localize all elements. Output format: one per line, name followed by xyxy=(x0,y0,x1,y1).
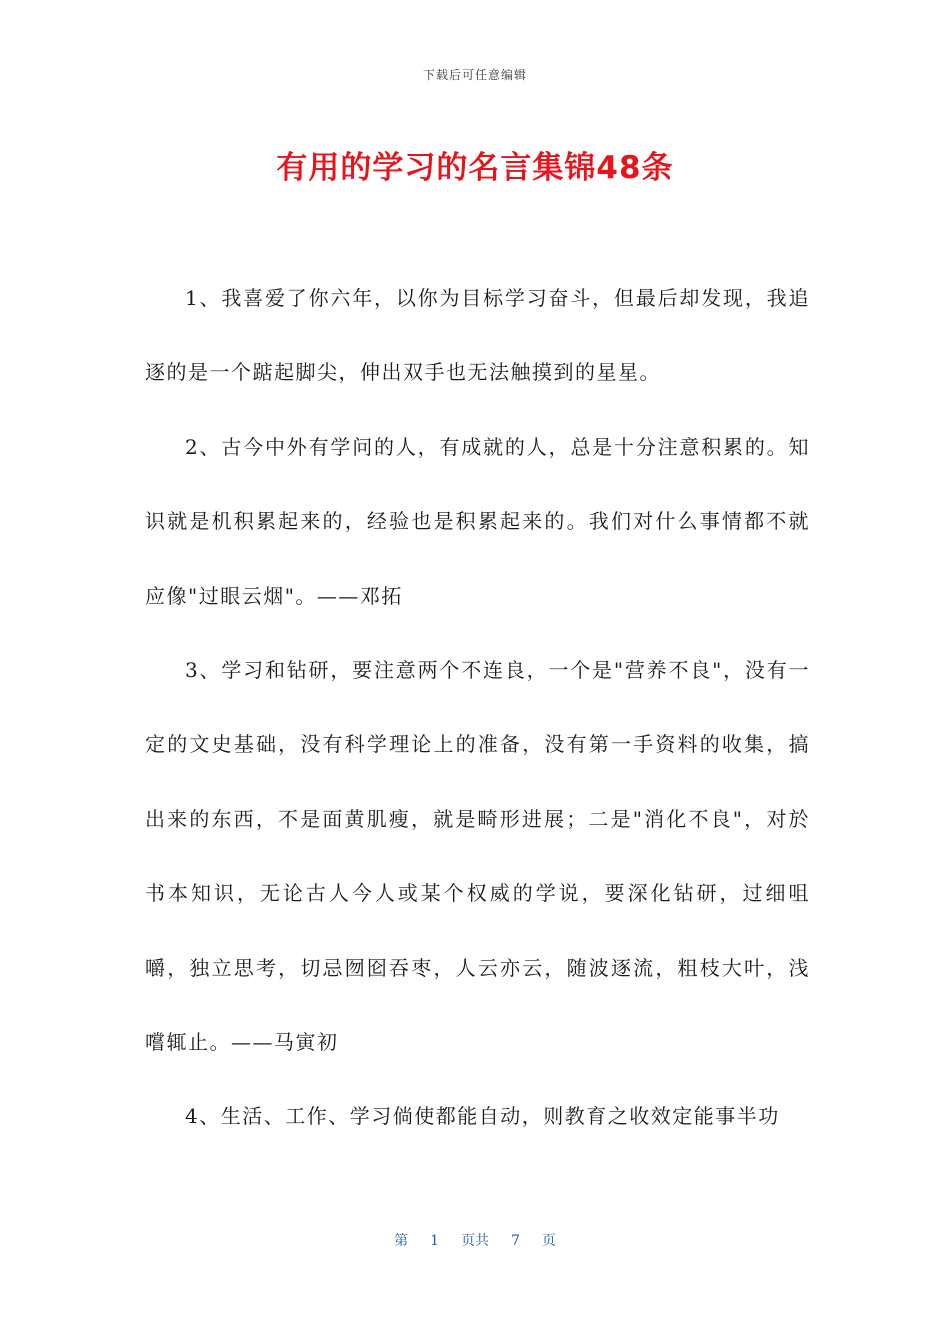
current-page-number: 1 xyxy=(430,1233,439,1249)
page-footer xyxy=(0,1230,950,1250)
quote-paragraph-3: 3、学习和钻研，要注意两个不连良，一个是"营养不良"，没有一定的文史基础，没有科学理论上的准备，没有第一手资料的收集，搞出来的东西，不是面黄肌瘦，就是畸形进展；二是"消化不良"，对於书本知识，无论古人今人或某个权威的学说，要深化钻研，过细咀嚼，独立思考，切忌囫囵吞枣，人云亦云，随波逐流，粗枝大叶，浅嚐辄止。——马寅初 xyxy=(145,658,810,1055)
page-label-mid: 页共 xyxy=(461,1233,489,1249)
document-body xyxy=(145,261,810,1154)
quote-paragraph-2: 2、古今中外有学问的人，有成就的人，总是十分注意积累的。知识就是机积累起来的，经验也是积累起来的。我们对什么事情都不就应像"过眼云烟"。——邓拓 xyxy=(145,434,810,608)
page-label-prefix: 第 xyxy=(394,1233,409,1249)
document-title: 有用的学习的名言集锦48条 xyxy=(276,150,674,186)
page-label-suffix: 页 xyxy=(541,1233,556,1249)
quote-paragraph-4: 4、生活、工作、学习倘使都能自动，则教育之收效定能事半功 xyxy=(185,1104,780,1129)
header-note: 下载后可任意编辑 xyxy=(422,68,527,82)
total-page-count: 7 xyxy=(511,1233,520,1249)
quote-paragraph-1: 1、我喜爱了你六年，以你为目标学习奋斗，但最后却发现，我追逐的是一个踮起脚尖，伸出双手也无法触摸到的星星。 xyxy=(145,286,810,385)
